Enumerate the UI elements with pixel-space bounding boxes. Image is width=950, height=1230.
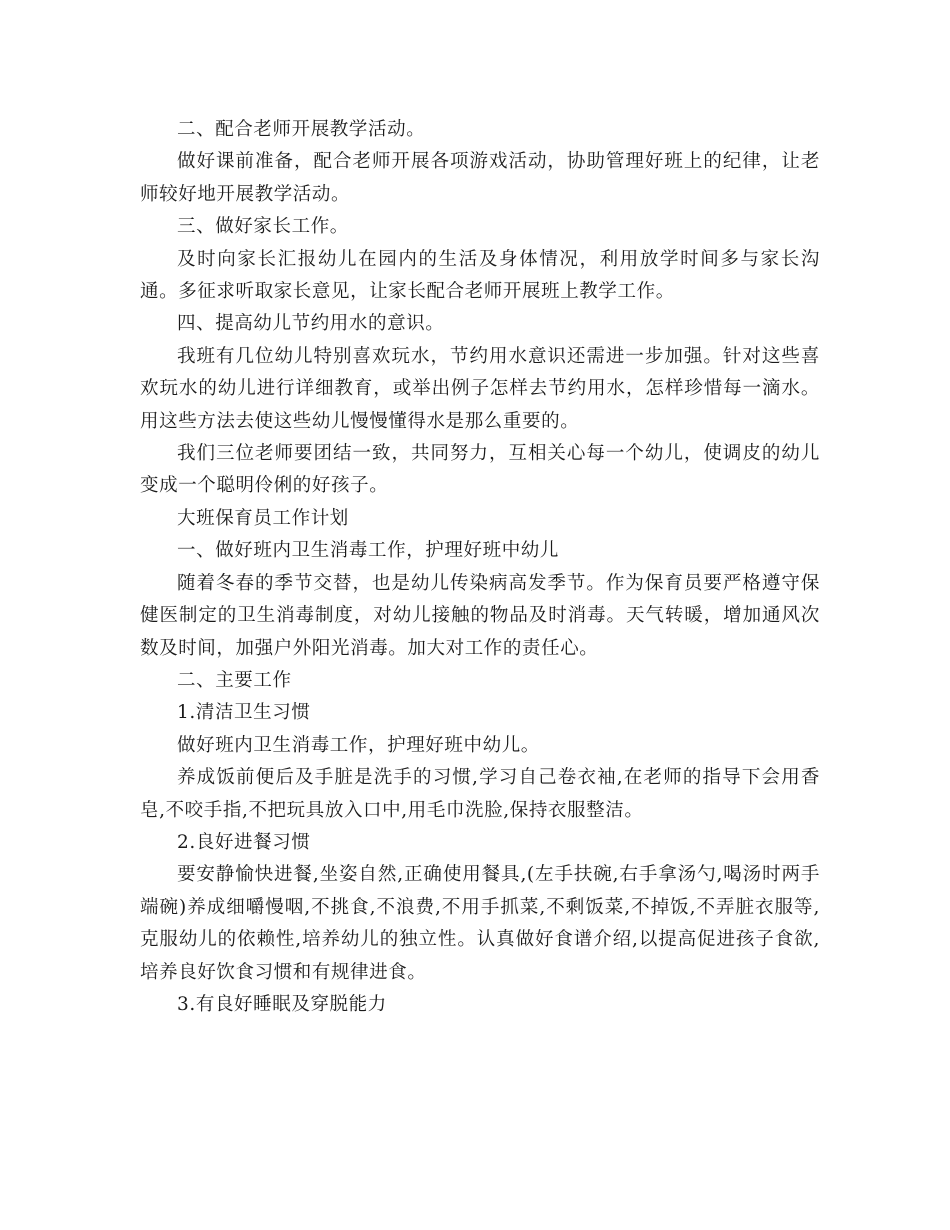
subheading-sleep-dressing: 3.有良好睡眠及穿脱能力 [177,993,387,1015]
paragraph-parent-communication: 及时向家长汇报幼儿在园内的生活及身体情况，利用放学时间多与家长沟通。多征求听取家长意见，让家长配合老师开展班上教学工作。 [140,248,820,303]
heading-water-saving: 四、提高幼儿节约用水的意识。 [177,313,445,335]
heading-parent-work: 三、做好家长工作。 [177,216,349,238]
subheading-eating-habits: 2.良好进餐习惯 [177,831,311,853]
heading-cooperate-teaching: 二、配合老师开展教学活动。 [177,119,426,140]
document-body [140,114,820,1021]
subheading-cleanliness-habits: 1.清洁卫生习惯 [177,702,311,724]
paragraph-water-education: 我班有几位幼儿特别喜欢玩水，节约用水意识还需进一步加强。针对这些喜欢玩水的幼儿进行详细教育，或举出例子怎样去节约用水，怎样珍惜每一滴水。用这些方法去使这些幼儿慢慢懂得水是那么重要的。 [140,345,820,432]
paragraph-eating-details: 要安静愉快进餐,坐姿自然,正确使用餐具,(左手扶碗,右手拿汤勺,喝汤时两手端碗)养成细嚼慢咽,不挑食,不浪费,不用手抓菜,不剩饭菜,不掉饭,不弄脏衣服等,克服幼儿的依赖性,培养幼儿的独立性。认真做好食谱介绍,以提高促进孩子食欲,培养良好饮食习惯和有规律进食。 [140,864,820,983]
section-title-nursery-plan: 大班保育员工作计划 [177,507,349,529]
heading-main-work: 二、主要工作 [177,669,292,691]
paragraph-handwashing-habits: 养成饭前便后及手脏是洗手的习惯,学习自己卷衣袖,在老师的指导下会用香皂,不咬手指,不把玩具放入口中,用毛巾洗脸,保持衣服整洁。 [140,767,820,821]
paragraph-teacher-unity: 我们三位老师要团结一致，共同努力，互相关心每一个幼儿，使调皮的幼儿变成一个聪明伶俐的好孩子。 [140,443,820,497]
paragraph-class-hygiene: 做好班内卫生消毒工作，护理好班中幼儿。 [177,734,540,756]
paragraph-class-prep: 做好课前准备，配合老师开展各项游戏活动，协助管理好班上的纪律，让老师较好地开展教学活动。 [140,151,820,205]
heading-hygiene-disinfection: 一、做好班内卫生消毒工作，护理好班中幼儿 [177,540,560,562]
paragraph-season-disinfection: 随着冬春的季节交替，也是幼儿传染病高发季节。作为保育员要严格遵守保健医制定的卫生消毒制度，对幼儿接触的物品及时消毒。天气转暖，增加通风次数及时间，加强户外阳光消毒。加大对工作的责任心。 [140,572,820,659]
